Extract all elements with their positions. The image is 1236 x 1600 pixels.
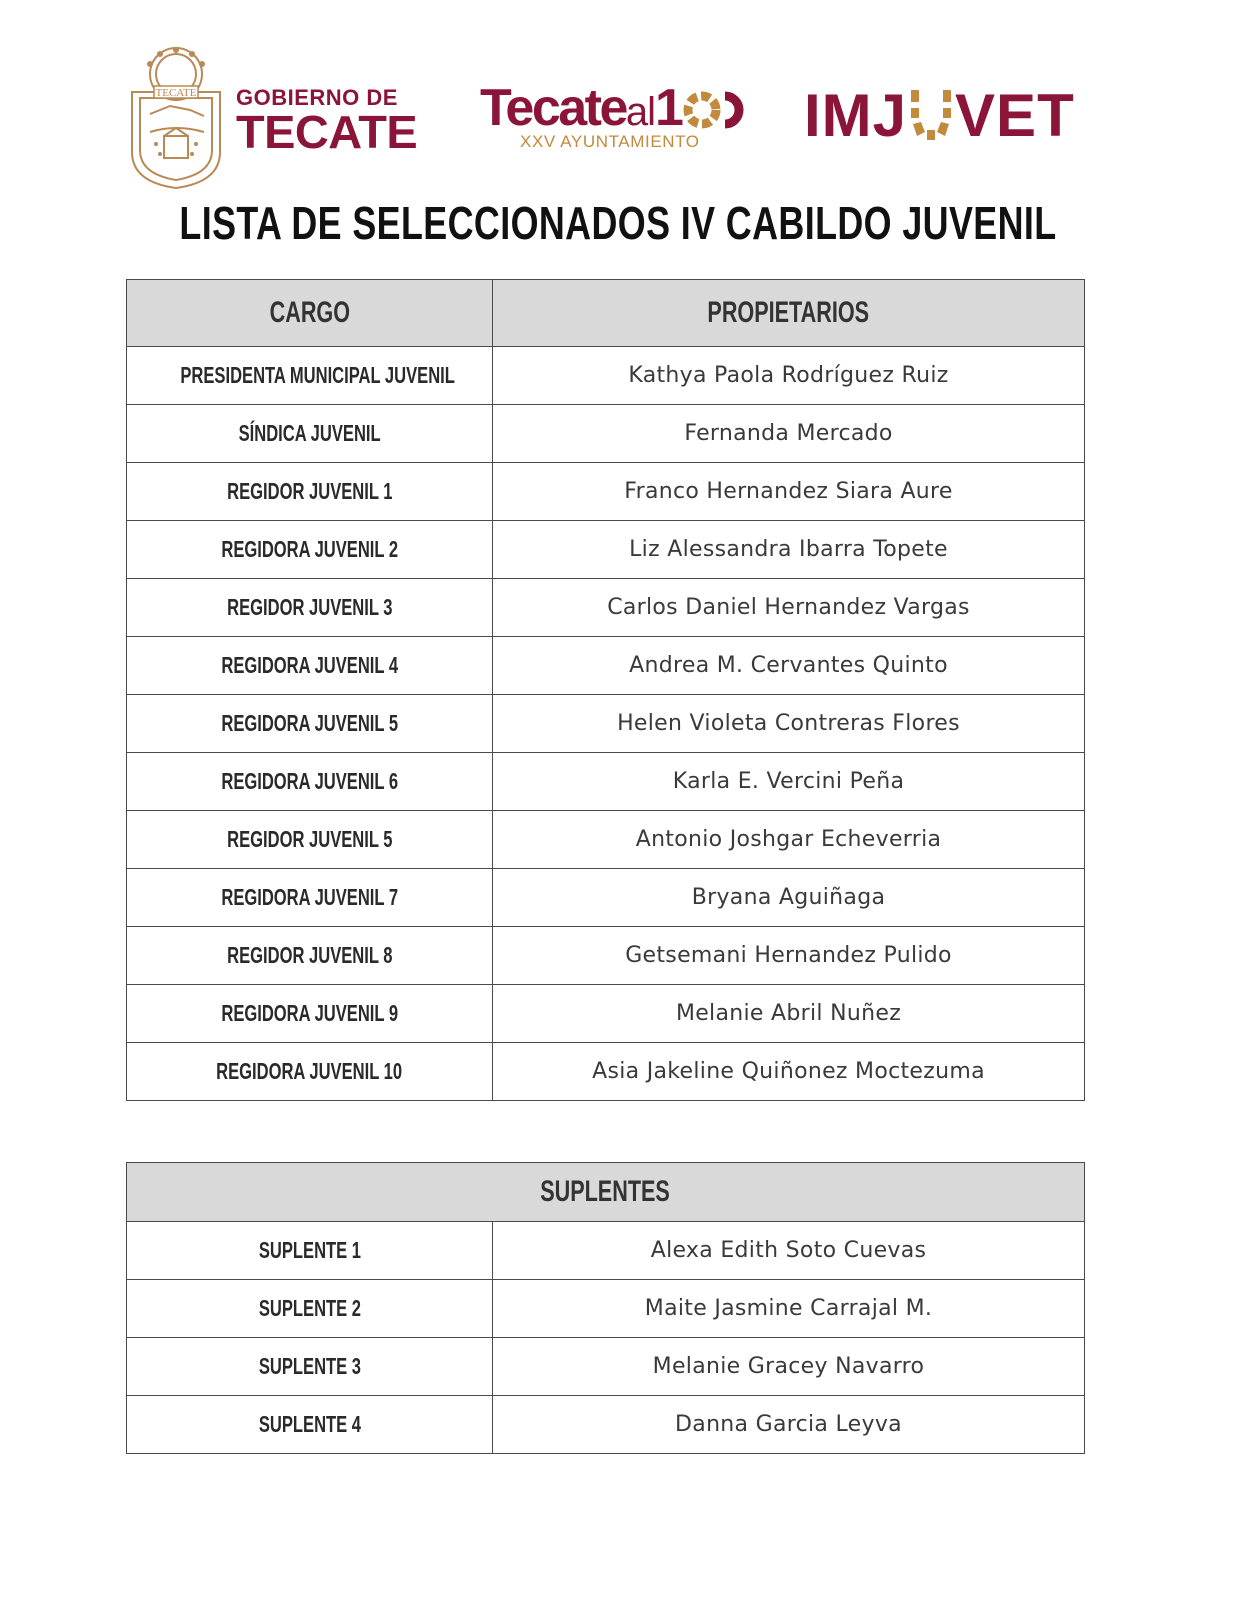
table-row [127,579,1085,637]
tecate100-one: 1 [655,79,682,137]
page-title: LISTA DE SELECCIONADOS IV CABILDO JUVENIL [179,197,1057,249]
seal-text: TECATE [155,87,197,99]
name-cell: Bryana Aguiñaga [493,869,1085,927]
cargo-cell: REGIDOR JUVENIL 8 [127,927,493,985]
tecate100-word: Tecate [480,79,626,137]
name-cell: Franco Hernandez Siara Aure [493,463,1085,521]
cargo-cell: REGIDOR JUVENIL 5 [127,811,493,869]
name-cell: Melanie Gracey Navarro [493,1338,1085,1396]
cargo-cell: REGIDORA JUVENIL 4 [127,637,493,695]
table-row [127,869,1085,927]
cargo-cell: REGIDORA JUVENIL 7 [127,869,493,927]
cargo-cell: REGIDORA JUVENIL 10 [127,1043,493,1101]
name-cell: Getsemani Hernandez Pulido [493,927,1085,985]
imjuvet-right: VET [955,82,1075,149]
imjuvet-logo [804,82,1075,149]
name-cell: Danna Garcia Leyva [493,1396,1085,1454]
cargo-cell: REGIDORA JUVENIL 9 [127,985,493,1043]
table-row [127,463,1085,521]
imjuvet-left: IMJ [804,82,908,149]
sun-u-icon [909,86,953,142]
name-cell: Helen Violeta Contreras Flores [493,695,1085,753]
double-zero-icon [683,89,745,131]
table-header-row [127,280,1085,347]
table-row [127,1338,1085,1396]
column-header-propietarios: PROPIETARIOS [493,280,1085,347]
name-cell: Antonio Joshgar Echeverria [493,811,1085,869]
table-row [127,695,1085,753]
name-cell: Carlos Daniel Hernandez Vargas [493,579,1085,637]
table-header-row [127,1163,1085,1222]
table-row [127,1396,1085,1454]
header-logos [0,0,1236,200]
name-cell: Maite Jasmine Carrajal M. [493,1280,1085,1338]
name-cell: Fernanda Mercado [493,405,1085,463]
table-row [127,985,1085,1043]
name-cell: Kathya Paola Rodríguez Ruiz [493,347,1085,405]
cargo-cell: PRESIDENTA MUNICIPAL JUVENIL [127,347,493,405]
cargo-cell: REGIDORA JUVENIL 2 [127,521,493,579]
cargo-cell: REGIDORA JUVENIL 5 [127,695,493,753]
table-row [127,753,1085,811]
cargo-cell: REGIDOR JUVENIL 3 [127,579,493,637]
gobierno-de-tecate-logo [236,85,418,158]
cargo-cell: SUPLENTE 2 [127,1280,493,1338]
tecate100-al: al [625,90,656,134]
cargo-cell: SUPLENTE 1 [127,1222,493,1280]
name-cell: Karla E. Vercini Peña [493,753,1085,811]
column-header-suplentes: SUPLENTES [127,1163,1085,1222]
table-row [127,347,1085,405]
cargo-cell: SUPLENTE 3 [127,1338,493,1396]
name-cell: Asia Jakeline Quiñonez Moctezuma [493,1043,1085,1101]
table-row [127,1222,1085,1280]
propietarios-table [126,279,1085,1101]
gobierno-line2: TECATE [236,106,418,158]
name-cell: Alexa Edith Soto Cuevas [493,1222,1085,1280]
name-cell: Melanie Abril Nuñez [493,985,1085,1043]
suplentes-table [126,1162,1085,1454]
table-row [127,927,1085,985]
table-row [127,1280,1085,1338]
cargo-cell: REGIDORA JUVENIL 6 [127,753,493,811]
tecate-seal-logo [120,44,232,192]
gobierno-line1: GOBIERNO DE [236,85,398,110]
table-row [127,521,1085,579]
tecate-al-100-logo [480,79,745,151]
name-cell: Liz Alessandra Ibarra Topete [493,521,1085,579]
tecate100-subtitle: XXV AYUNTAMIENTO [520,132,700,151]
table-row [127,811,1085,869]
cargo-cell: SÍNDICA JUVENIL [127,405,493,463]
table-row [127,637,1085,695]
cargo-cell: SUPLENTE 4 [127,1396,493,1454]
table-row [127,1043,1085,1101]
cargo-cell: REGIDOR JUVENIL 1 [127,463,493,521]
column-header-cargo: CARGO [127,280,493,347]
name-cell: Andrea M. Cervantes Quinto [493,637,1085,695]
table-row [127,405,1085,463]
